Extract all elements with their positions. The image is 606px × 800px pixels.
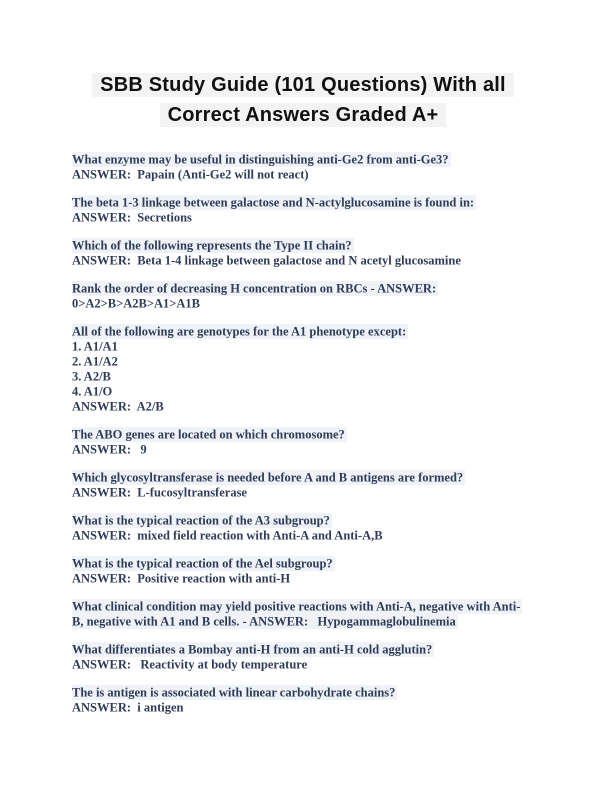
qa-block <box>72 195 592 225</box>
qa-block <box>72 152 592 182</box>
document-title-line-2 <box>0 100 606 130</box>
qa-line <box>72 339 592 354</box>
qa-line <box>72 427 592 442</box>
qa-question-text: What is the typical reaction of the A3 subgroup? <box>72 513 330 527</box>
qa-line <box>72 399 592 414</box>
qa-question-text: The ABO genes are located on which chromosome? <box>72 427 345 441</box>
qa-question-text: 4. A1/O <box>72 384 113 398</box>
qa-question-text: 3. A2/B <box>72 369 111 383</box>
qa-block <box>72 427 592 457</box>
qa-block <box>72 238 592 268</box>
qa-block <box>72 470 592 500</box>
qa-question-text: Which of the following represents the Type II chain? <box>72 238 352 252</box>
qa-question-text: What clinical condition may yield positive reactions with Anti-A, negative with Anti- <box>72 599 521 613</box>
qa-block <box>72 556 592 586</box>
qa-question-text: What is the typical reaction of the Ael subgroup? <box>72 556 333 570</box>
qa-line <box>72 369 592 384</box>
qa-line <box>72 528 592 543</box>
qa-line <box>72 556 592 571</box>
qa-line <box>72 571 592 586</box>
qa-line <box>72 253 592 268</box>
qa-block <box>72 281 592 311</box>
qa-block <box>72 513 592 543</box>
qa-line <box>72 642 592 657</box>
qa-question-text: 2. A1/A2 <box>72 354 118 368</box>
qa-answer-text: ANSWER: L-fucosyltransferase <box>72 485 247 499</box>
qa-line <box>72 324 592 339</box>
document-title-line-1 <box>0 70 606 100</box>
qa-line <box>72 442 592 457</box>
qa-line <box>72 152 592 167</box>
document-title <box>0 70 606 130</box>
qa-line <box>72 485 592 500</box>
qa-question-text: 0>A2>B>A2B>A1>A1B <box>72 296 200 310</box>
qa-question-text: Which glycosyltransferase is needed before A and B antigens are formed? <box>72 470 464 484</box>
qa-question-text: The beta 1-3 linkage between galactose and N-actylglucosamine is found in: <box>72 195 475 209</box>
qa-block <box>72 685 592 715</box>
qa-line <box>72 614 592 629</box>
qa-question-text: The is antigen is associated with linear carbohydrate chains? <box>72 685 396 699</box>
qa-line <box>72 195 592 210</box>
qa-question-text: Rank the order of decreasing H concentration on RBCs - ANSWER: <box>72 281 437 295</box>
qa-answer-text: ANSWER: A2/B <box>72 399 164 413</box>
qa-answer-text: ANSWER: 9 <box>72 442 147 456</box>
qa-question-text: B, negative with A1 and B cells. - ANSWER: Hypogammaglobulinemia <box>72 614 456 628</box>
qa-line <box>72 657 592 672</box>
qa-line <box>72 281 592 296</box>
qa-answer-text: ANSWER: Secretions <box>72 210 192 224</box>
qa-question-text: What differentiates a Bombay anti-H from an anti-H cold agglutin? <box>72 642 433 656</box>
qa-block <box>72 599 592 629</box>
qa-line <box>72 700 592 715</box>
document-title-text-2: Correct Answers Graded A+ <box>160 103 447 127</box>
qa-line <box>72 599 592 614</box>
qa-answer-text: ANSWER: Papain (Anti-Ge2 will not react) <box>72 167 309 181</box>
qa-question-text: What enzyme may be useful in distinguishing anti-Ge2 from anti-Ge3? <box>72 152 449 166</box>
qa-block <box>72 642 592 672</box>
qa-block <box>72 324 592 414</box>
qa-line <box>72 238 592 253</box>
qa-line <box>72 167 592 182</box>
qa-answer-text: ANSWER: Positive reaction with anti-H <box>72 571 291 585</box>
qa-answer-text: ANSWER: i antigen <box>72 700 184 714</box>
qa-line <box>72 354 592 369</box>
qa-question-text: 1. A1/A1 <box>72 339 118 353</box>
qa-line <box>72 384 592 399</box>
qa-line <box>72 210 592 225</box>
qa-line <box>72 470 592 485</box>
document-title-text-1: SBB Study Guide (101 Questions) With all <box>92 73 514 97</box>
qa-line <box>72 513 592 528</box>
qa-line <box>72 296 592 311</box>
qa-list <box>72 152 592 715</box>
qa-answer-text: ANSWER: mixed field reaction with Anti-A and Anti-A,B <box>72 528 383 542</box>
qa-answer-text: ANSWER: Beta 1-4 linkage between galactose and N acetyl glucosamine <box>72 253 461 267</box>
qa-question-text: All of the following are genotypes for the A1 phenotype except: <box>72 324 407 338</box>
qa-answer-text: ANSWER: Reactivity at body temperature <box>72 657 308 671</box>
qa-line <box>72 685 592 700</box>
